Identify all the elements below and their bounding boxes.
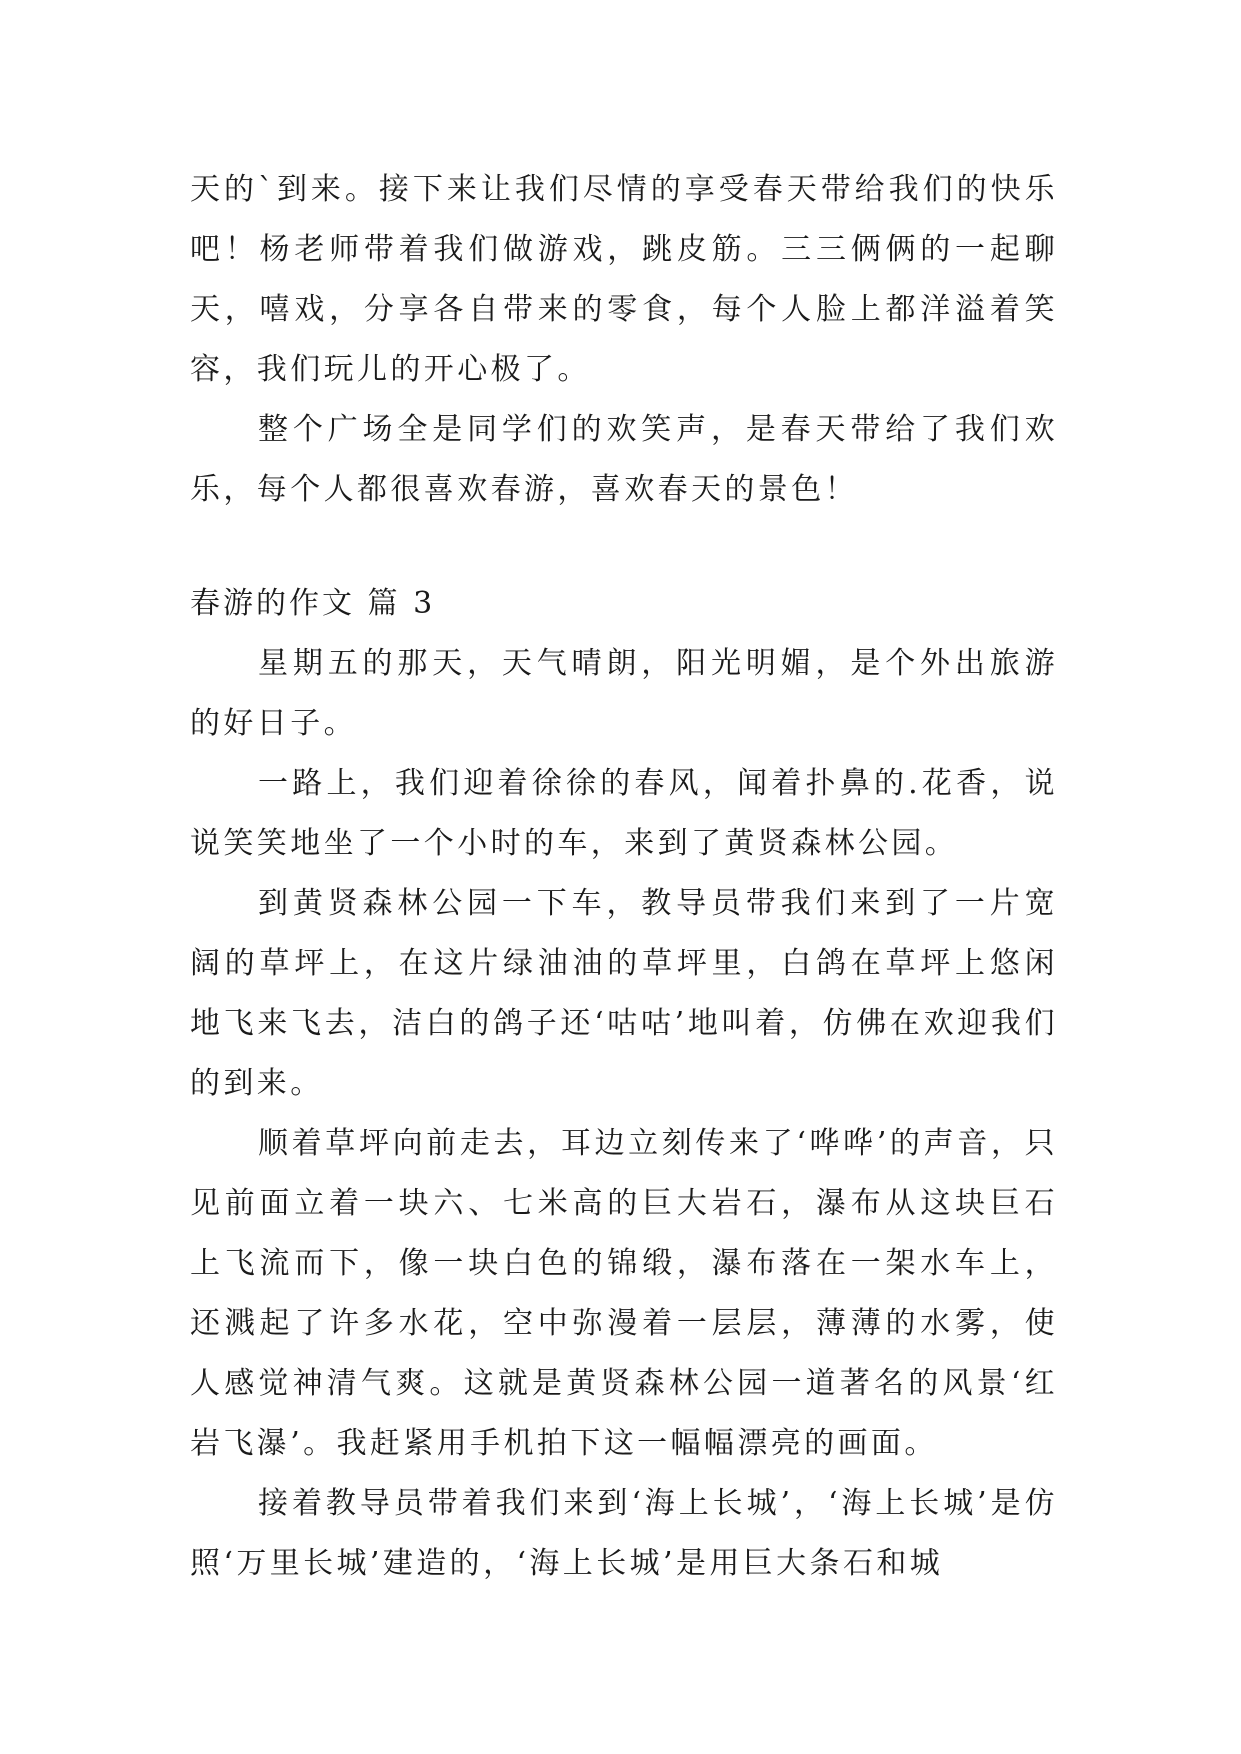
paragraph: 到黄贤森林公园一下车，教导员带我们来到了一片宽阔的草坪上，在这片绿油油的草坪里，白鸽在草坪上悠闲地飞来飞去，洁白的鸽子还‘咕咕’地叫着，仿佛在欢迎我们的到来。 (190, 886, 1058, 1101)
paragraph: 接着教导员带着我们来到‘海上长城’，‘海上长城’是仿照‘万里长城’建造的，‘海上长城’是用巨大条石和城 (190, 1486, 1058, 1581)
paragraph: 顺着草坪向前走去，耳边立刻传来了‘哗哗’的声音，只见前面立着一块六、七米高的巨大岩石，瀑布从这块巨石上飞流而下，像一块白色的锦缎，瀑布落在一架水车上，还溅起了许多水花，空中弥漫着一层层，薄薄的水雾，使人感觉神清气爽。这就是黄贤森林公园一道著名的风景‘红岩飞瀑’。我赶紧用手机拍下这一幅幅漂亮的画面。 (190, 1126, 1058, 1461)
paragraph: 一路上，我们迎着徐徐的春风，闻着扑鼻的.花香，说说笑笑地坐了一个小时的车，来到了黄贤森林公园。 (190, 766, 1058, 861)
document-body (190, 160, 1058, 1594)
paragraph: 整个广场全是同学们的欢笑声，是春天带给了我们欢乐，每个人都很喜欢春游，喜欢春天的景色！ (190, 412, 1058, 507)
paragraph: 星期五的那天，天气晴朗，阳光明媚，是个外出旅游的好日子。 (190, 646, 1058, 741)
section-title: 春游的作文 篇 3 (190, 586, 436, 621)
paragraph-continued: 天的`到来。接下来让我们尽情的享受春天带给我们的快乐吧！杨老师带着我们做游戏，跳皮筋。三三俩俩的一起聊天，嘻戏，分享各自带来的零食，每个人脸上都洋溢着笑容，我们玩儿的开心极了。 (190, 172, 1058, 387)
